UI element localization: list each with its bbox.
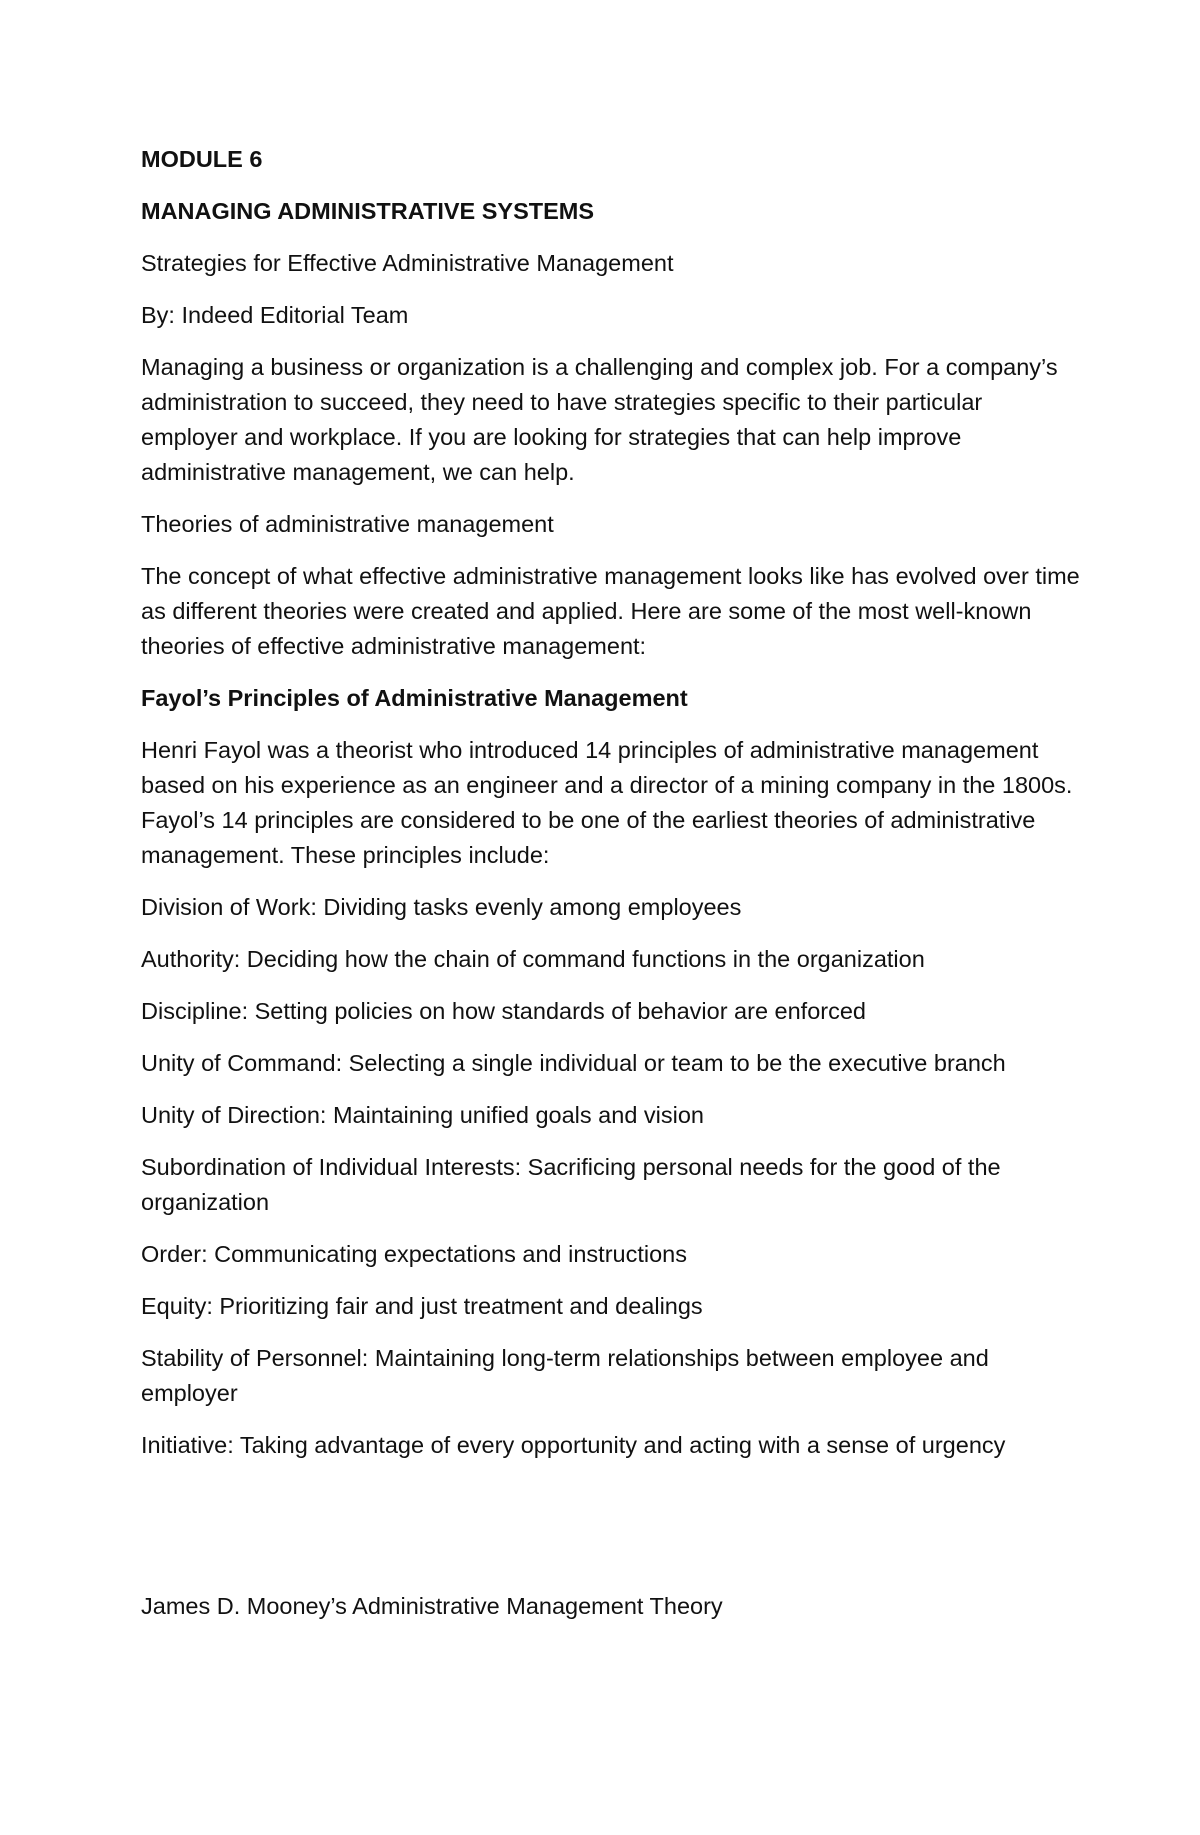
principle-item: Subordination of Individual Interests: Sacrificing personal needs for the good of the organization <box>141 1154 1001 1215</box>
principle-item: Stability of Personnel: Maintaining long-term relationships between employee and employer <box>141 1345 989 1406</box>
article-title: Strategies for Effective Administrative Management <box>141 250 674 276</box>
blank-space <box>141 1480 1081 1589</box>
principle-item: Unity of Direction: Maintaining unified goals and vision <box>141 1102 705 1128</box>
module-title: MANAGING ADMINISTRATIVE SYSTEMS <box>141 198 595 224</box>
principle-item: Discipline: Setting policies on how standards of behavior are enforced <box>141 998 867 1024</box>
fayol-intro-paragraph: Henri Fayol was a theorist who introduced 14 principles of administrative management based on his experience as an engineer and a director of a mining company in the 1800s. Fayol’s 14 principles are considered to be one of the earliest theories of administrative management. These principles include: <box>141 737 1073 868</box>
document-page <box>141 142 1081 1641</box>
principle-item: Order: Communicating expectations and instructions <box>141 1241 687 1267</box>
mooney-heading: James D. Mooney’s Administrative Management Theory <box>141 1593 723 1619</box>
principle-item: Equity: Prioritizing fair and just treatment and dealings <box>141 1293 703 1319</box>
theories-heading: Theories of administrative management <box>141 511 554 537</box>
principle-item: Authority: Deciding how the chain of command functions in the organization <box>141 946 925 972</box>
intro-paragraph: Managing a business or organization is a challenging and complex job. For a company’s administration to succeed, they need to have strategies specific to their particular employer and workplace. If you are looking for strategies that can help improve administrative management, we can help. <box>141 354 1058 485</box>
principle-item: Unity of Command: Selecting a single individual or team to be the executive branch <box>141 1050 1006 1076</box>
module-label: MODULE 6 <box>141 146 263 172</box>
byline: By: Indeed Editorial Team <box>141 302 409 328</box>
fayol-heading: Fayol’s Principles of Administrative Management <box>141 685 688 711</box>
theories-intro-paragraph: The concept of what effective administrative management looks like has evolved over time as different theories were created and applied. Here are some of the most well-known theories of effective administrative management: <box>141 563 1080 659</box>
principle-item: Initiative: Taking advantage of every opportunity and acting with a sense of urgency <box>141 1432 1006 1458</box>
principle-item: Division of Work: Dividing tasks evenly among employees <box>141 894 742 920</box>
